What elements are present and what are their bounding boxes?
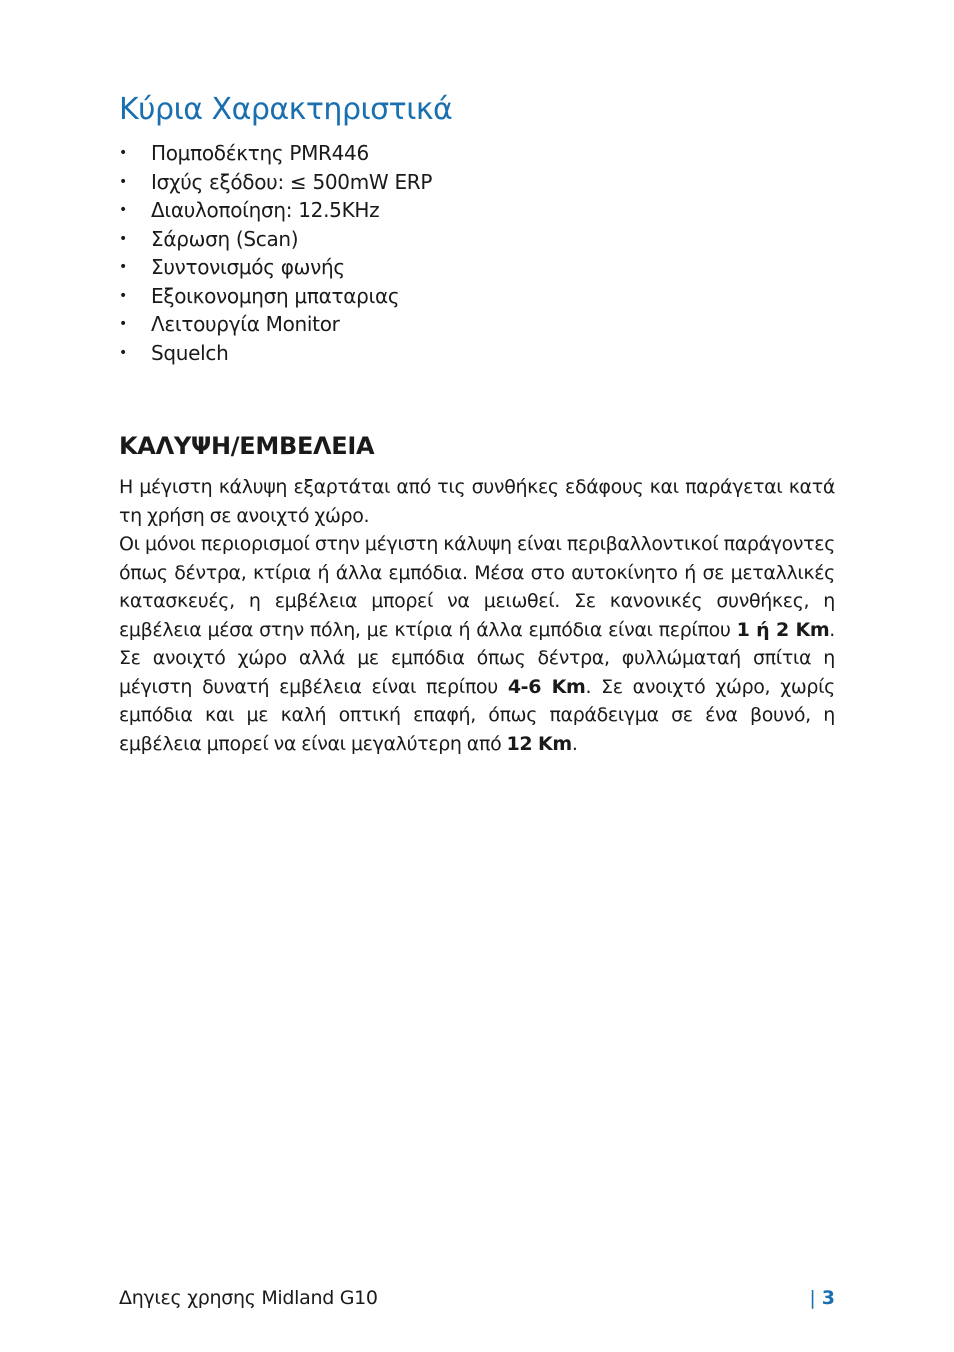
bullet-icon: • xyxy=(119,316,127,332)
feature-item xyxy=(119,139,432,168)
main-title: Κύρια Χαρακτηριστικά xyxy=(119,92,453,127)
feature-label: Ισχύς εξόδου: ≤ 500mW ERP xyxy=(151,169,433,194)
features-list xyxy=(119,139,432,367)
feature-label: Συντονισμός φωνής xyxy=(151,255,345,279)
feature-label: Squelch xyxy=(151,340,229,365)
range-city-value: 1 ή 2 Km xyxy=(736,618,830,641)
paragraph-range-text: . xyxy=(571,732,578,755)
bullet-icon: • xyxy=(119,230,127,247)
feature-item xyxy=(119,310,432,339)
paragraph-range-text: Οι μόνοι περιορισμοί στην μέγιστη κάλυψη είναι περιβαλλοντικοί παράγοντες όπως δέντρα, κτίρια ή άλλα εμπόδια. Μέσα στο αυτοκίνητο ή σε μεταλλικές κατασκευές, η εμβέλεια μπορεί να μειωθεί. Σε κανονικές συνθήκες, η εμβέλεια μέσα στην πόλη, με κτίρια ή άλλα εμπόδια είναι περίπου xyxy=(119,533,835,641)
bullet-icon: • xyxy=(119,344,127,361)
paragraph-coverage: Η μέγιστη κάλυψη εξαρτάται από τις συνθήκες εδάφους και παράγεται κατά τη χρήση σε ανοιχτό χώρο. xyxy=(119,476,835,527)
feature-item xyxy=(119,282,432,311)
range-obstacles-value: 4-6 Km xyxy=(507,675,586,698)
feature-label: Λειτουργία Monitor xyxy=(151,312,340,336)
footer-page-number-block xyxy=(809,1285,835,1311)
feature-item xyxy=(119,168,432,197)
paragraph-range xyxy=(119,530,835,758)
feature-label: Διαυλοποίηση: 12.5KHz xyxy=(151,198,380,222)
bullet-icon: • xyxy=(119,145,127,161)
footer-manual-title: Δηγιες χρησης Midland G10 xyxy=(119,1287,378,1309)
feature-label: Εξοικονομηση μπαταριας xyxy=(151,283,400,308)
paragraph-range-text: . Σε ανοιχτό χώρο, χωρίς εμπόδια και με καλή οπτική επαφή, όπως παράδειγμα σε ένα βουνό, η εμβέλεια μπορεί να είναι μεγαλύτερη από xyxy=(119,675,835,755)
page-number: 3 xyxy=(821,1287,835,1309)
bullet-icon: • xyxy=(119,287,127,304)
footer-separator: | xyxy=(809,1287,816,1309)
feature-label: Πομποδέκτης PMR446 xyxy=(151,141,369,165)
feature-item xyxy=(119,253,432,282)
feature-item xyxy=(119,225,432,254)
bullet-icon: • xyxy=(119,259,127,275)
bullet-icon: • xyxy=(119,202,127,218)
feature-item xyxy=(119,196,432,225)
feature-label: Σάρωση (Scan) xyxy=(151,226,299,251)
range-open-value: 12 Km xyxy=(506,732,572,755)
section-title: ΚΑΛΥΨΗ/ΕΜΒΕΛΕΙΑ xyxy=(119,432,375,460)
body-text xyxy=(119,473,835,758)
feature-item xyxy=(119,339,432,368)
paragraph-range-text: . Σε ανοιχτό χώρο αλλά με εμπόδια όπως δέντρα, φυλλώματαή σπίτια η μέγιστη δυνατή εμβέλεια είναι περίπου xyxy=(119,618,835,698)
bullet-icon: • xyxy=(119,173,127,190)
